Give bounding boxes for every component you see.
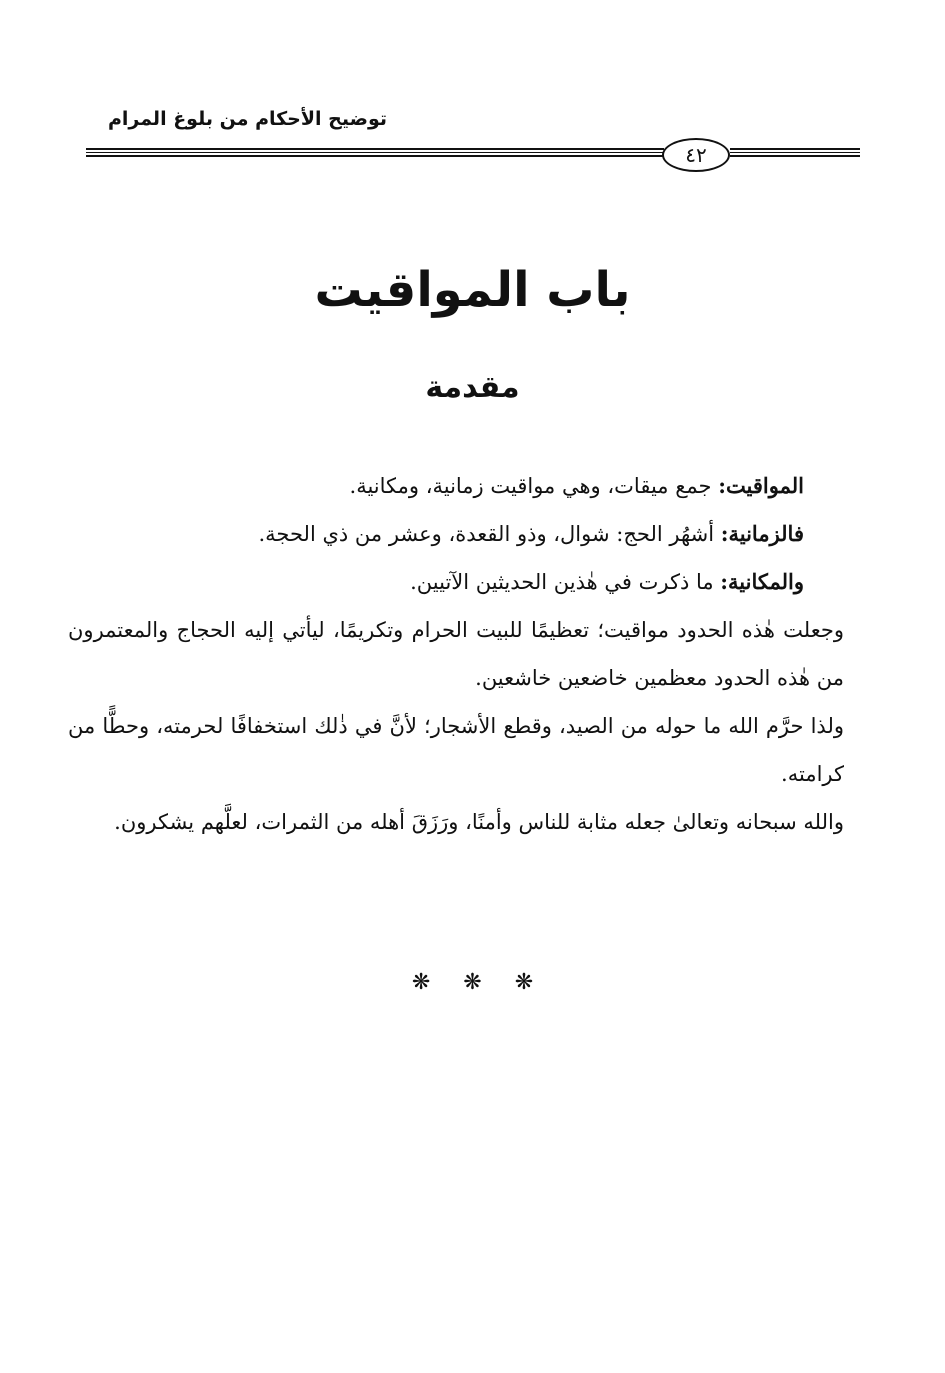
definition-makaniya: ما ذكرت في هٰذين الحديثين الآتيين. <box>410 570 721 594</box>
running-header-title: توضيح الأحكام من بلوغ المرام <box>107 108 387 130</box>
section-title: مقدمة <box>425 370 520 405</box>
page-number: ٤٢ <box>662 138 730 172</box>
section-separator: ❋ ❋ ❋ <box>411 970 534 995</box>
header-rule-left <box>86 148 664 157</box>
paragraph-blessing: والله سبحانه وتعالىٰ جعله مثابة للناس وأمنًا، ورَزَقَ أهله من الثمرات، لعلَّهم يشكرون. <box>114 810 844 834</box>
term-mawaqit: المواقيت: <box>718 473 804 498</box>
chapter-title: باب المواقيت <box>314 262 631 318</box>
term-makaniya: والمكانية: <box>720 569 804 594</box>
paragraph-boundaries: وجعلت هٰذه الحدود مواقيت؛ تعظيمًا للبيت الحرام وتكريمًا، ليأتي إليه الحجاج والمعتمرون من هٰذه الحدود معظمين خاضعين خاشعين. <box>68 618 844 690</box>
paragraph-zamaniya <box>88 510 804 558</box>
paragraph-makaniya <box>88 558 804 606</box>
definition-zamaniya: أشهُر الحج: شوال، وذو القعدة، وعشر من ذي الحجة. <box>258 522 721 546</box>
definition-mawaqit: جمع ميقات، وهي مواقيت زمانية، ومكانية. <box>349 474 719 498</box>
header-rule-right <box>730 148 860 157</box>
paragraph-sanctity: ولذا حرَّم الله ما حوله من الصيد، وقطع الأشجار؛ لأنَّ في ذٰلك استخفافًا لحرمته، وحطًّا من كرامته. <box>68 714 844 786</box>
paragraph-mawaqit <box>88 462 804 510</box>
term-zamaniya: فالزمانية: <box>720 521 804 546</box>
body-text <box>68 462 844 846</box>
